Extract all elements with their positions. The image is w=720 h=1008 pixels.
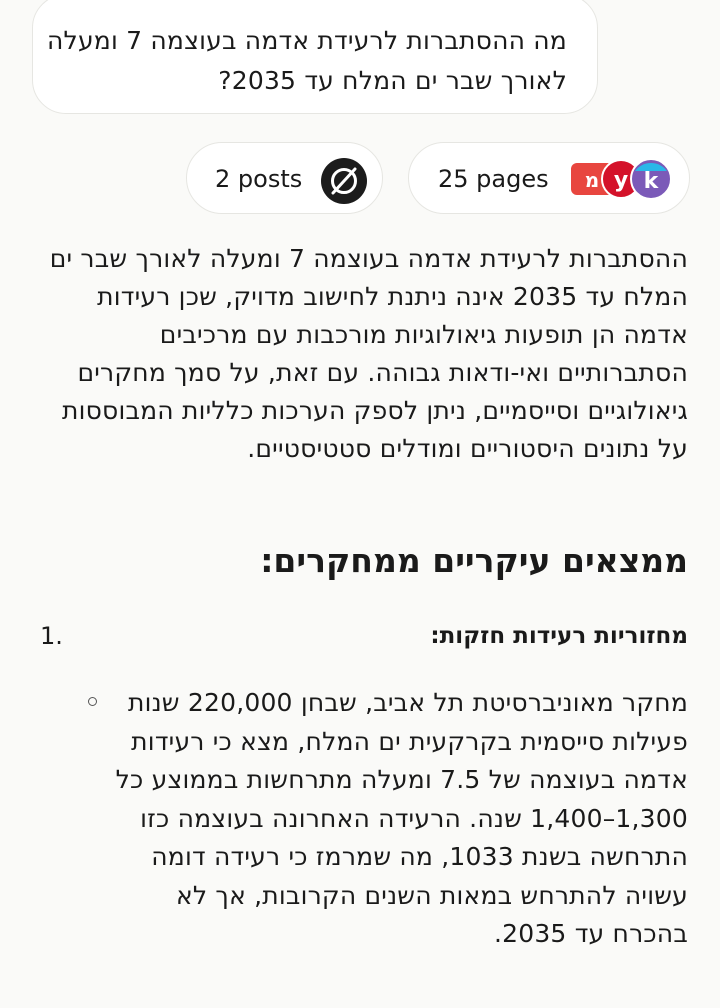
kan-news-logo — [631, 159, 671, 199]
findings-heading: ממצאים עיקריים ממחקרים: — [260, 541, 688, 580]
posts-count-label: 2 posts — [215, 165, 303, 193]
bullet-circle-icon — [88, 697, 97, 706]
svg-text:y: y — [613, 168, 629, 193]
source-logos-stack — [569, 157, 674, 201]
pages-sources-chip[interactable] — [408, 142, 690, 214]
bullet-paragraph: מחקר מאוניברסיטת תל אביב, שבחן 220,000 שנות פעילות סייסמית בקרקעית ים המלח, מצא כי רעידות אדמה בעוצמה של 7.5 ומעלה מתרחשות בממוצע כל 1,300–1,400 שנה. הרעידה האחרונה בעוצמה כזו התרחשה בשנת 1033, מה שמרמז כי רעידה דומה עשויה להתרחש במאות השנים הקרובות, אך לא בהכרח עד 2035. — [115, 688, 688, 948]
pages-count-label: 25 pages — [438, 165, 549, 193]
svg-text:מ: מ — [584, 168, 600, 192]
list-item-number: 1. — [40, 622, 63, 650]
perplexity-circle-icon — [321, 158, 367, 204]
posts-sources-chip[interactable] — [186, 142, 383, 214]
user-question-text: מה ההסתברות לרעידת אדמה בעוצמה 7 ומעלה לאורך שבר ים המלח עד 2035? — [47, 26, 567, 95]
svg-text:k: k — [643, 169, 659, 194]
answer-intro-paragraph: ההסתברות לרעידת אדמה בעוצמה 7 ומעלה לאורך שבר ים המלח עד 2035 אינה ניתנת לחישוב מדויק, שכן רעידות אדמה הן תופעות גיאולוגיות מורכבות עם מרכיבים הסתברותיים ואי-ודאות גבוהה. עם זאת, על סמך מחקרים גיאולוגיים וסייסמיים, ניתן לספק הערכות כלליות המבוססות על נתונים היסטוריים ומודלים סטטיסטיים. — [49, 244, 688, 463]
user-question-bubble[interactable] — [32, 0, 598, 114]
list-item-title: מחזוריות רעידות חזקות: — [430, 623, 688, 649]
